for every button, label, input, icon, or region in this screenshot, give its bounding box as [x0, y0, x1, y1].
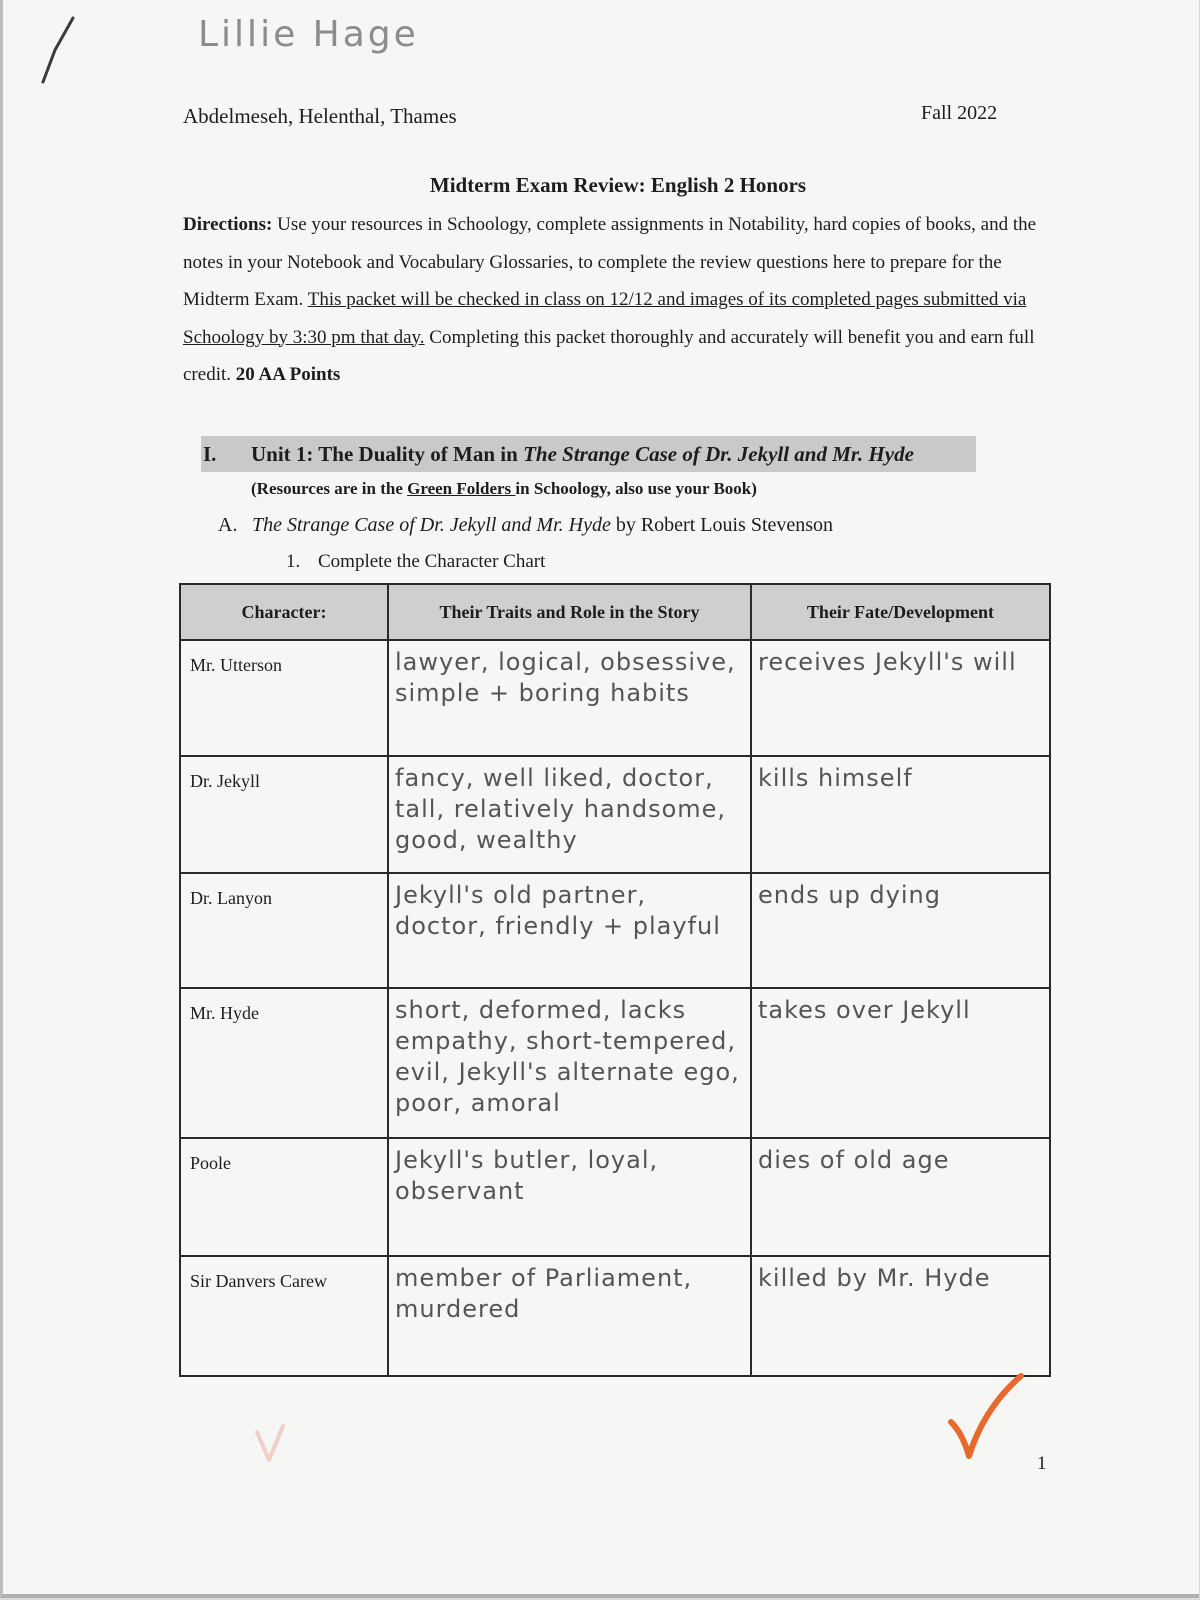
character-traits: short, deformed, lacks empathy, short-tempered, evil, Jekyll's alternate ego, poor, amoral	[388, 988, 751, 1138]
character-traits: fancy, well liked, doctor, tall, relatively handsome, good, wealthy	[388, 756, 751, 873]
table-row	[180, 873, 1050, 988]
character-name: Mr. Hyde	[180, 988, 388, 1138]
task-1	[286, 551, 545, 573]
section-a-book: The Strange Case of Dr. Jekyll and Mr. Hyde	[252, 514, 611, 536]
directions-text-2: Completing this packet thoroughly and accurately will benefit you and earn full credit.	[183, 326, 1035, 385]
resources-note	[251, 479, 757, 499]
character-fate: dies of old age	[751, 1138, 1050, 1256]
character-name: Mr. Utterson	[180, 640, 388, 756]
directions-label: Directions:	[183, 214, 273, 235]
character-name: Sir Danvers Carew	[180, 1256, 388, 1376]
header-traits: Their Traits and Role in the Story	[388, 584, 751, 640]
header-character: Character:	[180, 584, 388, 640]
faint-check-mark	[253, 1420, 293, 1470]
character-chart	[179, 583, 1051, 1377]
task-1-text: Complete the Character Chart	[318, 551, 546, 572]
table-row	[180, 1256, 1050, 1376]
check-mark-icon	[947, 1370, 1027, 1470]
resources-suffix: in Schoology, also use your Book)	[515, 479, 757, 498]
character-fate: kills himself	[751, 756, 1050, 873]
pen-stroke-mark	[25, 10, 85, 90]
header-fate: Their Fate/Development	[751, 584, 1050, 640]
directions-deadline: This packet will be checked in class on 12/12 and images of its completed pages submitted via Schoology by 3:30 pm that day.	[183, 289, 1027, 348]
page-number: 1	[1037, 1453, 1047, 1474]
character-name: Poole	[180, 1138, 388, 1256]
character-fate: takes over Jekyll	[751, 988, 1050, 1138]
resources-prefix: (Resources are in the	[251, 479, 408, 498]
character-traits: Jekyll's butler, loyal, observant	[388, 1138, 751, 1256]
directions-paragraph	[183, 206, 1053, 394]
table-row	[180, 1138, 1050, 1256]
table-row	[180, 640, 1050, 756]
student-name: Lillie Hage	[198, 14, 419, 55]
section-a	[218, 514, 833, 537]
unit-heading	[201, 436, 976, 472]
character-traits: lawyer, logical, obsessive, simple + boring habits	[388, 640, 751, 756]
teacher-names: Abdelmeseh, Helenthal, Thames	[183, 104, 457, 128]
task-1-label: 1.	[286, 551, 301, 572]
character-fate: ends up dying	[751, 873, 1050, 988]
directions-text-1: Use your resources in Schoology, complete assignments in Notability, hard copies of books, and the notes in your Notebook and Vocabulary Glossaries, to complete the review questions here to prepare for the Midterm Exam.	[183, 214, 1037, 310]
section-a-label: A.	[218, 514, 238, 536]
unit-title-prefix: Unit 1: The Duality of Man in	[251, 442, 524, 466]
page-title: Midterm Exam Review: English 2 Honors	[429, 173, 807, 197]
character-name: Dr. Jekyll	[180, 756, 388, 873]
table-row	[180, 988, 1050, 1138]
character-fate: receives Jekyll's will	[751, 640, 1050, 756]
character-traits: Jekyll's old partner, doctor, friendly + playful	[388, 873, 751, 988]
character-fate: killed by Mr. Hyde	[751, 1256, 1050, 1376]
section-a-author: by Robert Louis Stevenson	[610, 514, 834, 536]
term-label: Fall 2022	[921, 102, 998, 124]
resources-folder: Green Folders	[407, 479, 516, 498]
character-name: Dr. Lanyon	[180, 873, 388, 988]
character-traits: member of Parliament, murdered	[388, 1256, 751, 1376]
points-label: 20 AA Points	[235, 364, 341, 385]
table-row	[180, 756, 1050, 873]
unit-book-title: The Strange Case of Dr. Jekyll and Mr. Hyde	[523, 442, 914, 466]
chart-header-row	[180, 584, 1050, 640]
unit-number: I.	[203, 442, 217, 466]
